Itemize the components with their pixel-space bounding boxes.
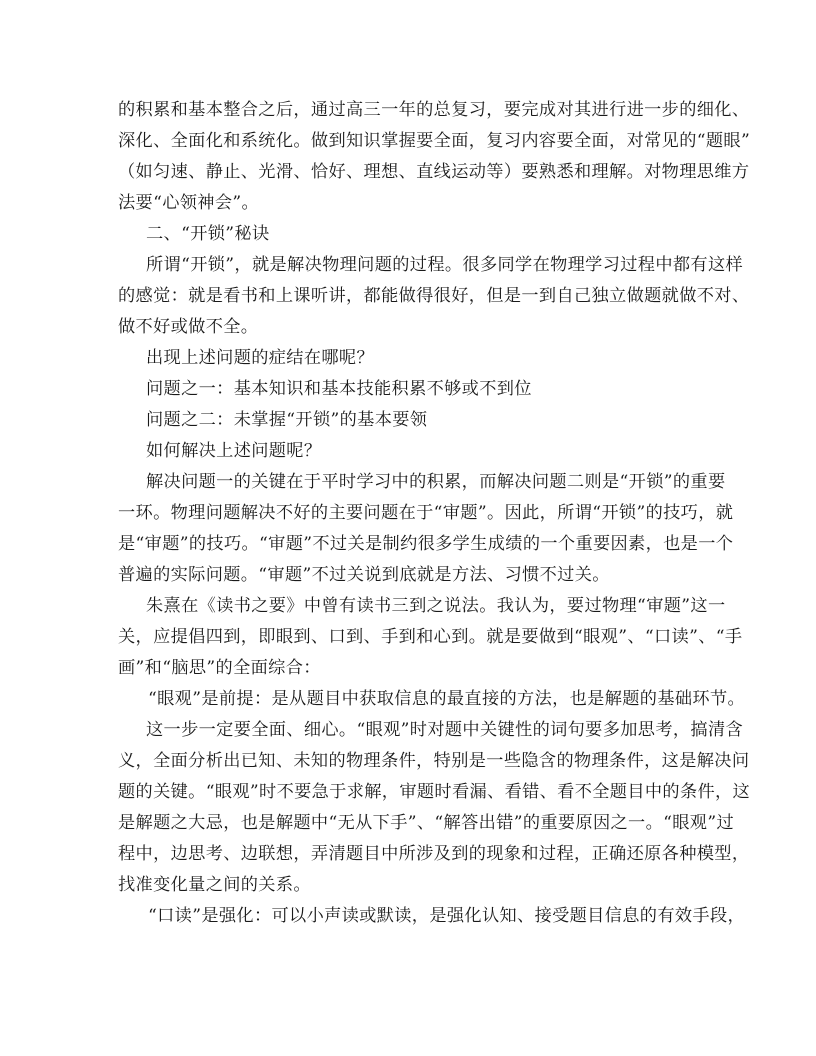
paragraph-line: 画”和“脑思”的全面综合： [118, 658, 321, 678]
paragraph-line: 如何解决上述问题呢？ [146, 441, 322, 461]
paragraph-line: 是解题之大忌，也是解题中“无从下手”、“解答出错”的重要原因之一。“眼观”过 [118, 813, 735, 833]
paragraph-line: 朱熹在《读书之要》中曾有读书三到之说法。我认为，要过物理“审题”这一 [146, 596, 726, 616]
paragraph-line: 关，应提倡四到，即眼到、口到、手到和心到。就是要做到“眼观”、“口读”、“手 [118, 627, 743, 647]
paragraph-line: 找准变化量之间的关系。 [118, 875, 311, 895]
paragraph-line: 义，全面分析出已知、未知的物理条件，特别是一些隐含的物理条件，这是解决问 [118, 751, 750, 771]
paragraph-line: “口读”是强化：可以小声读或默读，是强化认知、接受题目信息的有效手段， [148, 906, 746, 926]
paragraph-line: 是“审题”的技巧。“审题”不过关是制约很多学生成绩的一个重要因素，也是一个 [118, 534, 734, 554]
paragraph-line: “眼观”是前提：是从题目中获取信息的最直接的方法，也是解题的基础环节。 [148, 689, 746, 709]
paragraph-line: 的感觉：就是看书和上课听讲，都能做得很好，但是一到自己独立做题就做不对、 [118, 286, 750, 306]
paragraph-line: 解决问题一的关键在于平时学习中的积累，而解决问题二则是“开锁”的重要 [146, 472, 726, 492]
paragraph-line: 一环。物理问题解决不好的主要问题在于“审题”。因此，所谓“开锁”的技巧，就 [118, 503, 734, 523]
paragraph-line: 法要“心领神会”。 [118, 193, 260, 213]
document-page [118, 95, 751, 932]
paragraph-line: 普遍的实际问题。“审题”不过关说到底就是方法、习惯不过关。 [118, 565, 610, 585]
paragraph-line: 这一步一定要全面、细心。“眼观”时对题中关键性的词句要多加思考，搞清含 [146, 720, 744, 740]
paragraph-line: 题的关键。“眼观”时不要急于求解，审题时看漏、看错、看不全题目中的条件，这 [118, 782, 751, 802]
paragraph-line: 二、“开锁”秘诀 [146, 224, 270, 244]
paragraph-line: 程中，边思考、边联想，弄清题目中所涉及到的现象和过程，正确还原各种模型， [118, 844, 750, 864]
paragraph-line: 出现上述问题的症结在哪呢？ [146, 348, 374, 368]
paragraph-line: 所谓“开锁”，就是解决物理问题的过程。很多同学在物理学习过程中都有这样 [146, 255, 744, 275]
paragraph-line: 深化、全面化和系统化。做到知识掌握要全面，复习内容要全面，对常见的“题眼” [118, 131, 751, 151]
paragraph-line: 问题之二：未掌握“开锁”的基本要领 [146, 410, 428, 430]
paragraph-line: 的积累和基本整合之后，通过高三一年的总复习，要完成对其进行进一步的细化、 [118, 100, 750, 120]
paragraph-line: （如匀速、静止、光滑、恰好、理想、直线运动等）要熟悉和理解。对物理思维方 [118, 162, 750, 182]
paragraph-line: 做不好或做不全。 [118, 317, 259, 337]
paragraph-line: 问题之一：基本知识和基本技能积累不够或不到位 [146, 379, 532, 399]
